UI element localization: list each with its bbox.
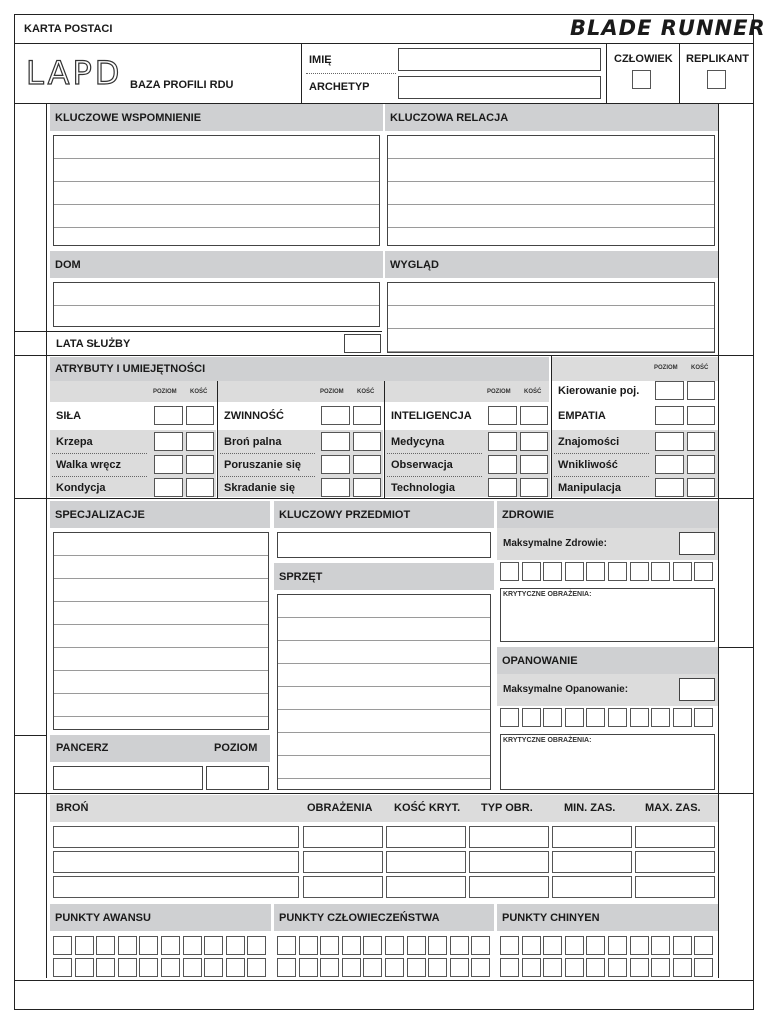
max-health-field[interactable]: [679, 532, 715, 555]
replicant-checkbox[interactable]: [707, 70, 726, 89]
skill-technology: Technologia: [391, 482, 455, 494]
attribute-strength: SIŁA: [56, 410, 82, 422]
skill-firearms: Broń palna: [224, 436, 282, 448]
health-box[interactable]: [630, 562, 649, 581]
weapons-damage: OBRAŻENIA: [307, 802, 373, 814]
chinyen-point-box[interactable]: [608, 958, 627, 977]
composure-box[interactable]: [673, 708, 692, 727]
promotion-point-box[interactable]: [226, 936, 245, 955]
health-box[interactable]: [586, 562, 605, 581]
humanity-point-box[interactable]: [342, 936, 361, 955]
skill-level[interactable]: [655, 455, 684, 474]
specializations-field[interactable]: [53, 532, 269, 730]
promotion-point-box[interactable]: [53, 958, 72, 977]
chinyen-point-box[interactable]: [651, 958, 670, 977]
chinyen-point-box[interactable]: [630, 936, 649, 955]
health-box[interactable]: [565, 562, 584, 581]
chinyen-point-box[interactable]: [543, 958, 562, 977]
composure-box[interactable]: [608, 708, 627, 727]
archetype-field[interactable]: [398, 76, 601, 99]
skill-die[interactable]: [186, 432, 214, 451]
skill-level[interactable]: [321, 478, 350, 497]
promotion-point-box[interactable]: [226, 958, 245, 977]
skill-connections: Znajomości: [558, 436, 620, 448]
humanity-point-box[interactable]: [363, 936, 382, 955]
health-box[interactable]: [651, 562, 670, 581]
skill-mobility: Poruszanie się: [224, 459, 302, 471]
attributes-header: ATRYBUTY I UMIEJĘTNOŚCI: [50, 357, 549, 381]
skill-die[interactable]: [687, 455, 715, 474]
weapon-cell[interactable]: [386, 826, 466, 848]
empathy-die[interactable]: [687, 406, 715, 425]
weapon-cell[interactable]: [53, 851, 299, 873]
health-box[interactable]: [500, 562, 519, 581]
weapon-cell[interactable]: [469, 876, 549, 898]
gear-field[interactable]: [277, 594, 491, 790]
chinyen-point-box[interactable]: [522, 936, 541, 955]
skill-level[interactable]: [655, 478, 684, 497]
health-box[interactable]: [543, 562, 562, 581]
composure-header: OPANOWANIE: [497, 647, 718, 674]
weapon-cell[interactable]: [469, 851, 549, 873]
humanity-point-box[interactable]: [428, 958, 447, 977]
skill-melee: Walka wręcz: [56, 459, 122, 471]
strength-level[interactable]: [154, 406, 183, 425]
skill-force: Krzepa: [56, 436, 93, 448]
weapon-cell[interactable]: [303, 876, 383, 898]
skill-observation: Obserwacja: [391, 459, 453, 471]
composure-box[interactable]: [522, 708, 541, 727]
skill-level[interactable]: [154, 455, 183, 474]
specializations-header: SPECJALIZACJE: [50, 501, 270, 528]
skill-level[interactable]: [488, 432, 517, 451]
weapons-type: TYP OBR.: [481, 802, 533, 814]
name-field[interactable]: [398, 48, 601, 71]
max-composure-field[interactable]: [679, 678, 715, 701]
health-critical-label: KRYTYCZNE OBRAŻENIA:: [503, 591, 592, 598]
health-header: ZDROWIE: [497, 501, 718, 528]
health-box[interactable]: [694, 562, 713, 581]
skill-die[interactable]: [520, 478, 548, 497]
skill-insight: Wnikliwość: [558, 459, 618, 471]
skill-die[interactable]: [353, 432, 381, 451]
armor-level-label: POZIOM: [214, 742, 258, 754]
armor-level-field[interactable]: [206, 766, 269, 790]
promotion-point-box[interactable]: [183, 936, 202, 955]
health-box[interactable]: [608, 562, 627, 581]
skill-stamina: Kondycja: [56, 482, 106, 494]
humanity-header: PUNKTY CZŁOWIECZEŃSTWA: [274, 904, 494, 931]
skill-driving: Kierowanie poj.: [558, 385, 640, 397]
humanity-point-box[interactable]: [471, 958, 490, 977]
years-service-label: LATA SŁUŻBY: [56, 338, 131, 350]
appearance-field[interactable]: [387, 282, 715, 353]
chinyen-point-box[interactable]: [522, 958, 541, 977]
promotion-point-box[interactable]: [75, 958, 94, 977]
weapon-cell[interactable]: [386, 876, 466, 898]
humanity-point-box[interactable]: [299, 936, 318, 955]
chinyen-point-box[interactable]: [500, 936, 519, 955]
weapon-cell[interactable]: [386, 851, 466, 873]
skill-level[interactable]: [321, 455, 350, 474]
human-checkbox[interactable]: [632, 70, 651, 89]
blade-runner-logo: BLADE RUNNER: [570, 16, 766, 40]
home-header: DOM: [50, 251, 383, 278]
humanity-point-box[interactable]: [385, 958, 404, 977]
promotion-point-box[interactable]: [204, 936, 223, 955]
weapon-cell[interactable]: [303, 851, 383, 873]
humanity-point-box[interactable]: [363, 958, 382, 977]
skill-level[interactable]: [655, 432, 684, 451]
weapon-cell[interactable]: [635, 876, 715, 898]
key-item-field[interactable]: [277, 532, 491, 558]
promotion-point-box[interactable]: [118, 936, 137, 955]
promotion-point-box[interactable]: [96, 936, 115, 955]
humanity-point-box[interactable]: [471, 936, 490, 955]
promotion-point-box[interactable]: [204, 958, 223, 977]
weapon-cell[interactable]: [635, 826, 715, 848]
weapon-cell[interactable]: [552, 826, 632, 848]
skill-level[interactable]: [154, 432, 183, 451]
promotion-point-box[interactable]: [161, 958, 180, 977]
attribute-agility: ZWINNOŚĆ: [224, 410, 284, 422]
weapons-header: [50, 795, 718, 822]
humanity-point-box[interactable]: [407, 958, 426, 977]
sheet-title: KARTA POSTACI: [24, 23, 113, 35]
key-relation-field[interactable]: [387, 135, 715, 246]
skill-level[interactable]: [488, 478, 517, 497]
chinyen-point-box[interactable]: [694, 936, 713, 955]
chinyen-point-box[interactable]: [500, 958, 519, 977]
agility-die[interactable]: [353, 406, 381, 425]
composure-box[interactable]: [565, 708, 584, 727]
max-health-label: Maksymalne Zdrowie:: [503, 538, 607, 549]
key-relation-header: KLUCZOWA RELACJA: [385, 104, 718, 131]
skill-level[interactable]: [655, 381, 684, 400]
humanity-point-box[interactable]: [407, 936, 426, 955]
skill-level[interactable]: [154, 478, 183, 497]
weapons-crit-die: KOŚĆ KRYT.: [394, 802, 461, 814]
promotion-point-box[interactable]: [247, 958, 266, 977]
intelligence-die[interactable]: [520, 406, 548, 425]
skill-manipulation: Manipulacja: [558, 482, 621, 494]
replicant-label: REPLIKANT: [686, 53, 749, 65]
archetype-label: ARCHETYP: [309, 81, 370, 93]
appearance-header: WYGLĄD: [385, 251, 718, 278]
skill-die[interactable]: [520, 455, 548, 474]
humanity-point-box[interactable]: [320, 958, 339, 977]
gear-header: SPRZĘT: [274, 563, 494, 590]
promotion-point-box[interactable]: [139, 936, 158, 955]
skill-level[interactable]: [321, 432, 350, 451]
humanity-point-box[interactable]: [277, 958, 296, 977]
skill-die[interactable]: [186, 455, 214, 474]
attribute-empathy: EMPATIA: [558, 410, 606, 422]
weapons-title: BROŃ: [56, 802, 89, 814]
weapons-max-range: MAX. ZAS.: [645, 802, 701, 814]
key-memory-field[interactable]: [53, 135, 380, 246]
humanity-point-box[interactable]: [450, 936, 469, 955]
chinyen-point-box[interactable]: [586, 936, 605, 955]
home-field[interactable]: [53, 282, 380, 327]
max-composure-label: Maksymalne Opanowanie:: [503, 684, 629, 695]
name-label: IMIĘ: [309, 54, 332, 66]
weapon-cell[interactable]: [635, 851, 715, 873]
chinyen-point-box[interactable]: [565, 958, 584, 977]
promotion-header: PUNKTY AWANSU: [50, 904, 271, 931]
years-service-field[interactable]: [344, 334, 381, 353]
humanity-point-box[interactable]: [299, 958, 318, 977]
chinyen-point-box[interactable]: [608, 936, 627, 955]
agility-level[interactable]: [321, 406, 350, 425]
promotion-point-box[interactable]: [183, 958, 202, 977]
chinyen-point-box[interactable]: [673, 958, 692, 977]
promotion-point-box[interactable]: [96, 958, 115, 977]
weapons-min-range: MIN. ZAS.: [564, 802, 616, 814]
composure-box[interactable]: [651, 708, 670, 727]
skill-die[interactable]: [687, 478, 715, 497]
composure-box[interactable]: [694, 708, 713, 727]
database-label: BAZA PROFILI RDU: [130, 79, 234, 91]
skill-die[interactable]: [687, 432, 715, 451]
composure-box[interactable]: [586, 708, 605, 727]
humanity-point-box[interactable]: [385, 936, 404, 955]
armor-label: PANCERZ: [56, 742, 109, 754]
promotion-point-box[interactable]: [53, 936, 72, 955]
promotion-point-box[interactable]: [118, 958, 137, 977]
weapon-cell[interactable]: [303, 826, 383, 848]
composure-critical-label: KRYTYCZNE OBRAŻENIA:: [503, 737, 592, 744]
humanity-point-box[interactable]: [320, 936, 339, 955]
weapon-cell[interactable]: [552, 876, 632, 898]
humanity-point-box[interactable]: [277, 936, 296, 955]
skill-medicine: Medycyna: [391, 436, 445, 448]
health-box[interactable]: [522, 562, 541, 581]
strength-die[interactable]: [186, 406, 214, 425]
chinyen-point-box[interactable]: [630, 958, 649, 977]
weapon-cell[interactable]: [552, 851, 632, 873]
skill-die[interactable]: [520, 432, 548, 451]
intelligence-level[interactable]: [488, 406, 517, 425]
chinyen-point-box[interactable]: [543, 936, 562, 955]
skill-die[interactable]: [353, 478, 381, 497]
humanity-point-box[interactable]: [450, 958, 469, 977]
chinyen-point-box[interactable]: [673, 936, 692, 955]
promotion-point-box[interactable]: [139, 958, 158, 977]
key-item-header: KLUCZOWY PRZEDMIOT: [274, 501, 494, 528]
empathy-level[interactable]: [655, 406, 684, 425]
weapon-cell[interactable]: [469, 826, 549, 848]
humanity-point-box[interactable]: [342, 958, 361, 977]
weapon-cell[interactable]: [53, 826, 299, 848]
composure-box[interactable]: [500, 708, 519, 727]
skill-die[interactable]: [687, 381, 715, 400]
human-label: CZŁOWIEK: [614, 53, 673, 65]
composure-box[interactable]: [630, 708, 649, 727]
attribute-intelligence: INTELIGENCJA: [391, 410, 472, 422]
key-memory-header: KLUCZOWE WSPOMNIENIE: [50, 104, 383, 131]
humanity-point-box[interactable]: [428, 936, 447, 955]
chinyen-point-box[interactable]: [586, 958, 605, 977]
armor-field[interactable]: [53, 766, 203, 790]
skill-stealth: Skradanie się: [224, 482, 295, 494]
chinyen-point-box[interactable]: [565, 936, 584, 955]
promotion-point-box[interactable]: [247, 936, 266, 955]
composure-box[interactable]: [543, 708, 562, 727]
weapon-cell[interactable]: [53, 876, 299, 898]
chinyen-point-box[interactable]: [694, 958, 713, 977]
promotion-point-box[interactable]: [161, 936, 180, 955]
chinyen-point-box[interactable]: [651, 936, 670, 955]
lapd-logo: LAPD: [26, 54, 123, 92]
chinyen-header: PUNKTY CHINYEN: [497, 904, 718, 931]
skill-level[interactable]: [488, 455, 517, 474]
promotion-point-box[interactable]: [75, 936, 94, 955]
health-box[interactable]: [673, 562, 692, 581]
skill-die[interactable]: [186, 478, 214, 497]
skill-die[interactable]: [353, 455, 381, 474]
